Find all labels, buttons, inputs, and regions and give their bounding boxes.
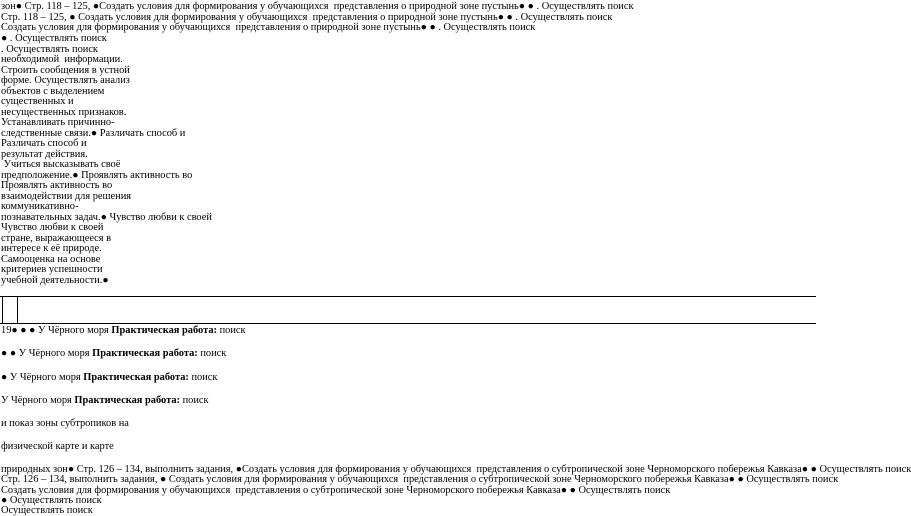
bottom-line-1: природных зон● Стр. 126 – 134, выполнить задания, ●Создать условия для формирования у обучающихся представления о субтропической зоне Черноморского побережья Кавказа● ● Осуществлять поиск <box>1 464 911 475</box>
column-line: Устанавливать причинно- <box>1 117 115 128</box>
column-line: Проявлять активность во <box>1 180 113 191</box>
column-line: предположение.● Проявлять активность во <box>1 170 193 181</box>
column-line: необходимой информации. <box>1 54 123 65</box>
bottom-line-4: ● Осуществлять поиск <box>1 495 102 506</box>
column-line: Самооценка на основе <box>1 254 101 265</box>
column-line: Строить сообщения в устной <box>1 65 130 76</box>
column-line: существенных и <box>1 96 74 107</box>
column-line: интересе к её природе. <box>1 243 102 254</box>
table-cell-divider <box>2 296 3 323</box>
middle-line-1: и показ зоны субтропиков на <box>1 418 129 429</box>
column-line: познавательных задач.● Чувство любви к своей <box>1 212 212 223</box>
column-line: объектов с выделением <box>1 86 105 97</box>
column-line: Чувство любви к своей <box>1 222 104 233</box>
column-line: взаимодействии для решения <box>1 191 132 202</box>
bottom-line-5: Осуществлять поиск <box>1 505 93 516</box>
bottom-line-3: Создать условия для формирования у обучающихся представления о субтропической зоне Черноморского побережья Кавказа● ● Осуществлять поиск <box>1 485 671 496</box>
top-line-2: Стр. 118 – 125, ● Создать условия для формирования у обучающихся представления о природной зоне пустынь● ● . Осуществлять поиск <box>1 12 613 23</box>
column-line: Учиться высказывать своё <box>1 159 121 170</box>
top-line-3: Создать условия для формирования у обучающихся представления о природной зоне пустынь● ● . Осуществлять поиск <box>1 22 536 33</box>
column-line: учебной деятельности.● <box>1 275 109 286</box>
table-border-bottom <box>0 323 816 324</box>
column-line: результат действия. <box>1 149 88 160</box>
bottom-line-2: Стр. 126 – 134, выполнить задания, ● Создать условия для формирования у обучающихся представления о субтропической зоне Черноморского побережья Кавказа● ● Осуществлять поиск <box>1 474 839 485</box>
column-line: Различать способ и <box>1 138 87 149</box>
table-cell-divider <box>17 296 18 323</box>
top-line-4: ● . Осуществлять поиск <box>1 33 107 44</box>
practical-row-3: ● У Чёрного моря Практическая работа: поиск <box>1 372 218 383</box>
column-line: . Осуществлять поиск <box>1 44 98 55</box>
practical-row-4: У Чёрного моря Практическая работа: поиск <box>1 395 209 406</box>
practical-row-2: ● ● У Чёрного моря Практическая работа: поиск <box>1 348 227 359</box>
column-line: критериев успешности <box>1 264 103 275</box>
column-line: коммуникативно- <box>1 201 79 212</box>
middle-line-2: физической карте и карте <box>1 441 114 452</box>
column-line: форме. Осуществлять анализ <box>1 75 130 86</box>
column-line: несущественных признаков. <box>1 107 127 118</box>
practical-row-1: 19● ● ● У Чёрного моря Практическая работа: поиск <box>1 325 246 336</box>
table-border-top <box>0 296 816 297</box>
top-line-1: зон● Стр. 118 – 125, ●Создать условия для формирования у обучающихся представления о природной зоне пустынь● ● . Осуществлять поиск <box>1 1 634 12</box>
column-line: стране, выражающееся в <box>1 233 112 244</box>
column-line: следственные связи.● Различать способ и <box>1 128 186 139</box>
